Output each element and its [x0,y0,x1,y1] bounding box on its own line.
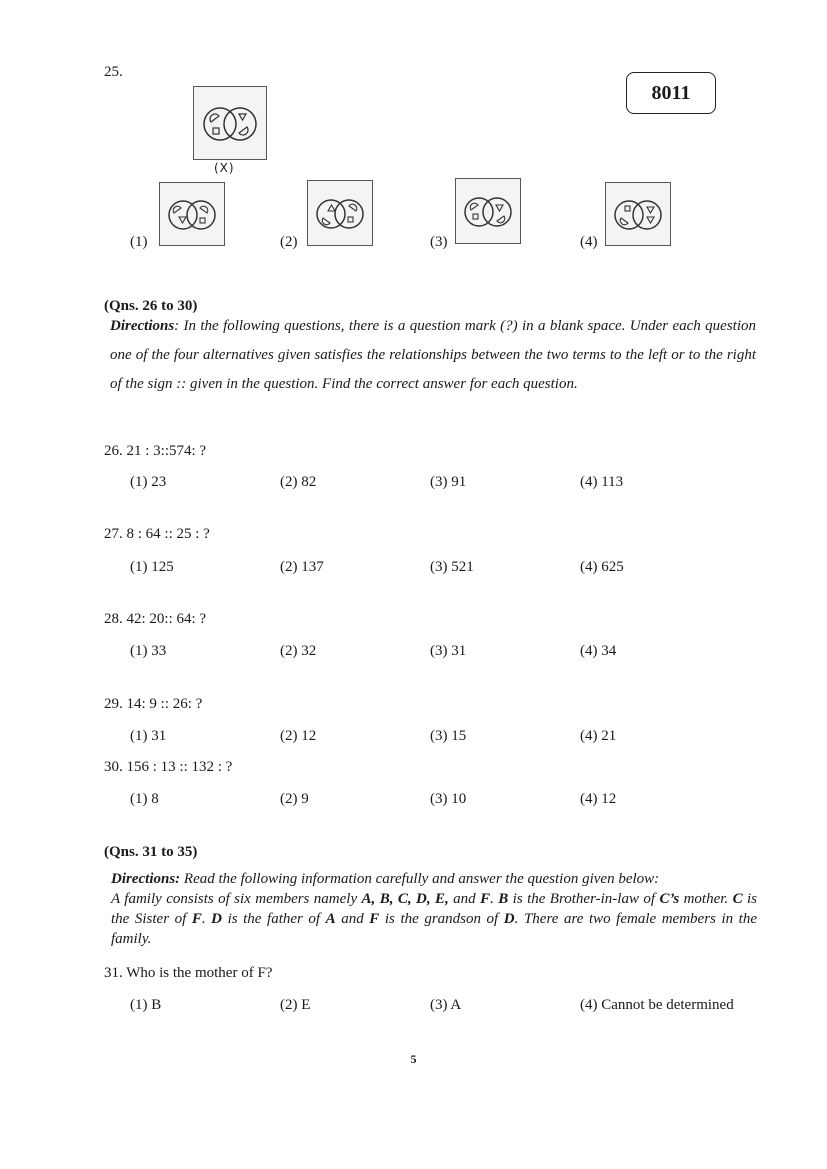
question-30-options [130,791,616,808]
q25-option-2-label: (2) [280,234,298,250]
q31-option-4: (4) Cannot be determined [580,997,734,1013]
q25-option-1-figure [159,182,225,246]
q30-option-3: (3) 10 [430,791,467,807]
para-bold: D [503,911,515,927]
para-bold: B [498,891,509,907]
q25-option-2-figure [307,180,373,246]
q26-option-4: (4) 113 [580,474,624,490]
q25-option-4-label: (4) [580,234,598,250]
section-1-directions [110,312,756,399]
para-bold: F [369,911,380,927]
section-1-directions-text: : In the following questions, there is a question mark (?) in a blank space. Under each question one of the four alternatives given satisfies the relationships between the two terms to the left or to the right of the sign :: given in the question. Find the correct answer for each question. [110,318,756,392]
para-text: is the Brother-in-law of [508,891,660,907]
paper-code-box: 8011 [626,72,716,114]
q29-option-3: (3) 15 [430,728,467,744]
question-28-options [130,643,616,660]
q31-option-3: (3) A [430,997,462,1013]
question-29-options [130,728,616,745]
q26-option-1: (1) 23 [130,474,167,490]
q28-option-3: (3) 31 [430,643,467,659]
q29-option-1: (1) 31 [130,728,167,744]
para-text: mother. [679,891,733,907]
para-text: is the Sister of [111,891,758,927]
para-text: . [201,911,212,927]
q25-option-3-figure [455,178,521,244]
question-26-options [130,474,623,491]
section-2-directions-text: Read the following information carefully and answer the question given below: [180,871,660,887]
para-bold: F [191,911,202,927]
page-number: 5 [410,1052,417,1066]
q27-option-4: (4) 625 [580,559,624,575]
question-29-text: 29. 14: 9 :: 26: ? [104,696,203,712]
q26-option-2: (2) 82 [280,474,317,490]
question-figure-label: (X) [214,161,235,175]
q31-option-1: (1) B [130,997,162,1013]
q30-option-1: (1) 8 [130,791,159,807]
question-25-number: 25. [104,64,123,80]
q25-option-1-label: (1) [130,234,148,250]
question-26-text: 26. 21 : 3::574: ? [104,443,207,459]
question-31-text: 31. Who is the mother of F? [104,965,273,981]
para-text: A family consists of six members namely [111,891,362,907]
q29-option-4: (4) 21 [580,728,617,744]
question-30-text: 30. 156 : 13 :: 132 : ? [104,759,233,775]
q31-option-2: (2) E [280,997,311,1013]
para-bold: F [480,891,491,907]
para-bold: C’s [659,891,680,907]
para-text: . There are two female members in the family. [111,911,757,947]
para-bold: D [211,911,223,927]
section-1-heading: (Qns. 26 to 30) [104,298,198,314]
question-27-text: 27. 8 : 64 :: 25 : ? [104,526,210,542]
q27-option-3: (3) 521 [430,559,474,575]
q26-option-3: (3) 91 [430,474,467,490]
para-text: and [448,891,481,907]
section-2-heading: (Qns. 31 to 35) [104,844,198,860]
question-figure-x [193,86,267,160]
q28-option-4: (4) 34 [580,643,617,659]
q27-option-1: (1) 125 [130,559,174,575]
question-28-text: 28. 42: 20:: 64: ? [104,611,207,627]
para-text: . [490,891,499,907]
section-2-paragraph [111,889,757,949]
q25-option-3-label: (3) [430,234,448,250]
section-1-directions-label: Directions [110,318,175,334]
section-2-directions [111,869,757,889]
q30-option-2: (2) 9 [280,791,309,807]
para-bold: A, B, C, D, E, [361,891,449,907]
para-bold: A [325,911,336,927]
q29-option-2: (2) 12 [280,728,317,744]
para-bold: C [732,891,743,907]
para-text: is the father of [222,911,326,927]
q27-option-2: (2) 137 [280,559,324,575]
q30-option-4: (4) 12 [580,791,617,807]
question-31-options [130,997,734,1014]
q25-option-4-figure [605,182,671,246]
question-27-options [130,559,624,576]
section-2-directions-label: Directions: [111,871,181,887]
q28-option-1: (1) 33 [130,643,167,659]
para-text: and [335,911,370,927]
q28-option-2: (2) 32 [280,643,317,659]
para-text: is the grandson of [379,911,504,927]
